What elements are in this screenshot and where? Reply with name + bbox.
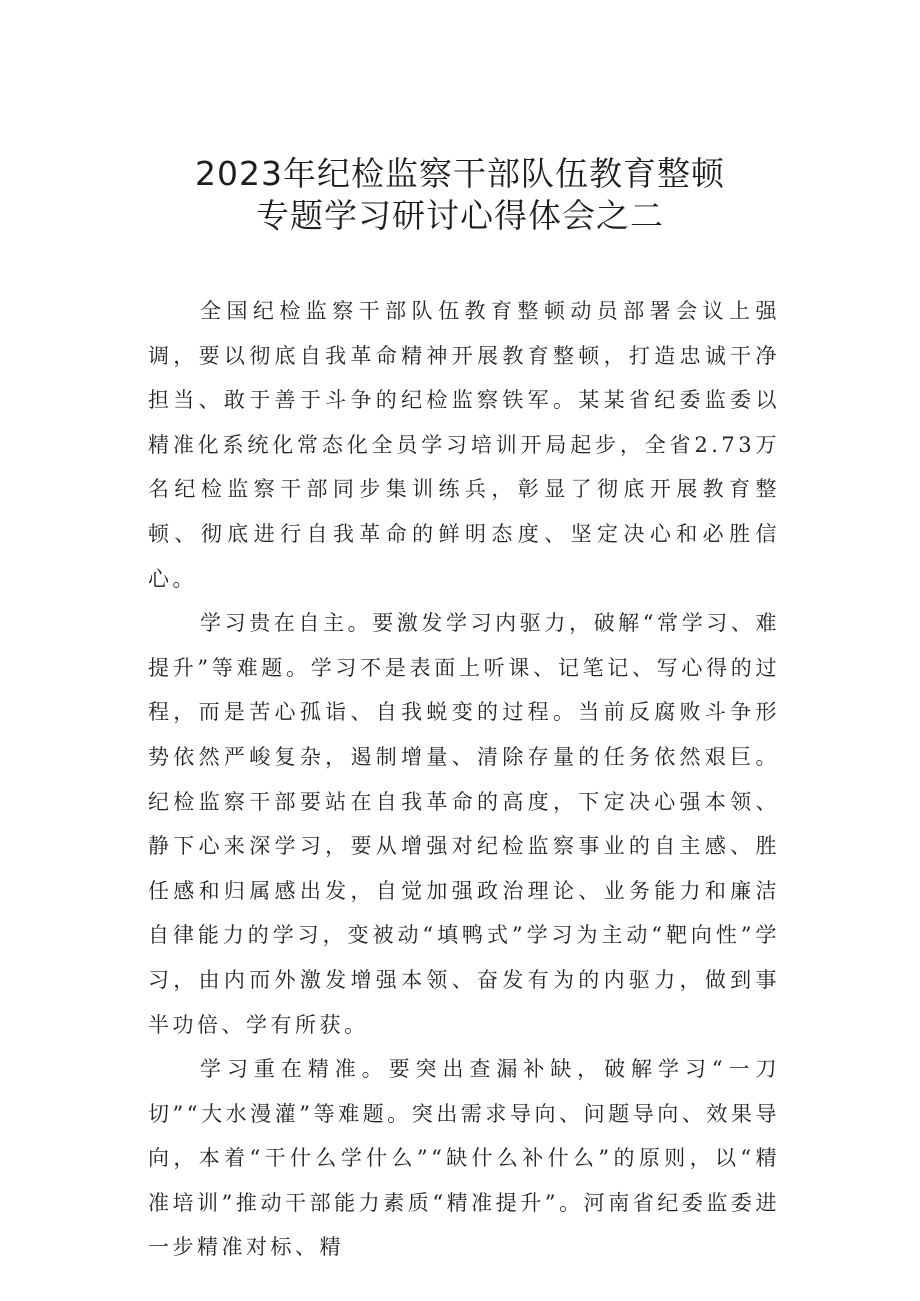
document-body <box>148 289 780 1270</box>
paragraph-1: 全国纪检监察干部队伍教育整顿动员部署会议上强调，要以彻底自我革命精神开展教育整顿，打造忠诚干净担当、敢于善于斗争的纪检监察铁军。某某省纪委监委以精准化系统化常态化全员学习培训开局起步，全省2.73万名纪检监察干部同步集训练兵，彰显了彻底开展教育整顿、彻底进行自我革命的鲜明态度、坚定决心和必胜信心。 <box>148 299 780 591</box>
paragraph-2: 学习贵在自主。要激发学习内驱力，破解“常学习、难提升”等难题。学习不是表面上听课、记笔记、写心得的过程，而是苦心孤诣、自我蜕变的过程。当前反腐败斗争形势依然严峻复杂，遏制增量、清除存量的任务依然艰巨。纪检监察干部要站在自我革命的高度，下定决心强本领、静下心来深学习，要从增强对纪检监察事业的自主感、胜任感和归属感出发，自觉加强政治理论、业务能力和廉洁自律能力的学习，变被动“填鸭式”学习为主动“靶向性”学习，由内而外激发增强本领、奋发有为的内驱力，做到事半功倍、学有所获。 <box>148 611 780 1037</box>
document-title <box>0 153 920 237</box>
title-line-2: 专题学习研讨心得体会之二 <box>256 196 664 235</box>
paragraph-3: 学习重在精准。要突出查漏补缺，破解学习“一刀切”“大水漫灌”等难题。突出需求导向、问题导向、效果导向，本着“干什么学什么”“缺什么补什么”的原则，以“精准培训”推动干部能力素质“精准提升”。河南省纪委监委进一步精准对标、精 <box>148 1057 780 1260</box>
title-line-1: 2023年纪检监察干部队伍教育整顿 <box>195 154 725 193</box>
